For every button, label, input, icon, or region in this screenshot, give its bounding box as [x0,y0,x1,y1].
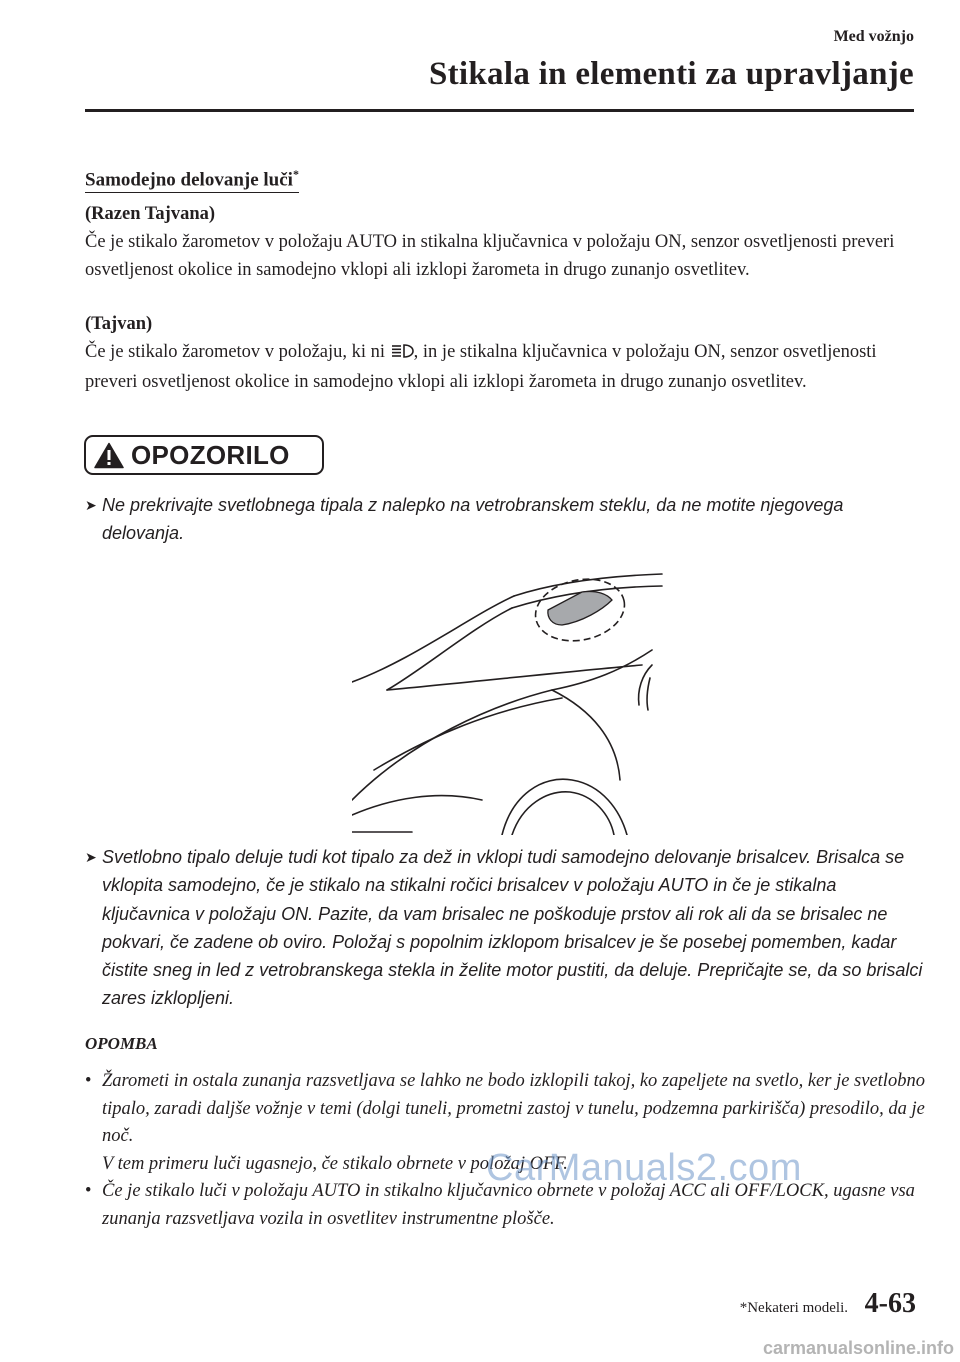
note-item-text: V tem primeru luči ugasnejo, če stikalo obrnete v položaj OFF. [102,1153,568,1174]
subheading-text: Samodejno delovanje luči [85,169,293,191]
warning-bullet-text: Svetlobno tipalo deluje tudi kot tipalo za dež in vklopi tudi samodejno delovanje brisalcev. Brisalca se vklopita samodejno, če je stikalo na stikalni ročici brisalcev v položaju AUTO in če je stikalna ključavnica v položaju ON. Pazite, da vam brisalec ne poškoduje prstov ali rok ali da se brisalec ne pokvari, če zadene ob oviro. Položaj s popolnim izklopom brisalcev je še posebej pomemben, kadar čistite sneg in led z vetrobranskega stekla in želite motor pustiti, da deluje. Prepričajte se, da so brisalci zares izklopljeni. [102,847,923,1009]
region-label-taiwan: (Tajvan) [85,314,153,334]
region-label-non-taiwan: (Razen Tajvana) [85,204,216,224]
page-number: 4-63 [864,1288,916,1319]
headlight-symbol-icon [390,341,414,369]
footnote: *Nekateri modeli. [739,1300,848,1316]
paragraph-taiwan-part1: Če je stikalo žarometov v položaju, ki ni [85,342,390,362]
bullet-dot-icon: • [85,1181,92,1201]
header-divider [85,109,914,112]
arrow-bullet-icon: ➤ [85,849,97,865]
paragraph-taiwan [85,339,915,396]
paragraph-taiwan-part2: , in je stikalna ključavnica v položaju ON, senzor osvetljenosti preveri osvetljenost okolice in samodejno vklopi ali izklopi žarometa in drugo zunanjo osvetlitev. [85,342,877,392]
subheading-footnote-mark: * [292,167,299,181]
watermark-text: CarManuals2.com [486,1147,802,1189]
paragraph-non-taiwan: Če je stikalo žarometov v položaju AUTO in stikalna ključavnica v položaju ON, senzor osvetljenosti preveri osvetljenost okolice in samodejno vklopi ali izklopi žarometa in drugo zunanjo osvetlitev. [85,232,895,280]
windshield-sensor-illustration [352,570,672,835]
warning-label: OPOZORILO [131,439,290,470]
warning-box [84,435,324,475]
note-item-text: Če je stikalo luči v položaju AUTO in stikalno ključavnico obrnete v položaj ACC ali OFF/LOCK, ugasne vsa zunanja razsvetljava vozila in osvetlitev instrumentne plošče. [102,1181,915,1229]
subheading [85,167,299,193]
warning-triangle-icon [94,442,124,469]
bullet-dot-icon: • [85,1071,92,1091]
warning-bullet [85,491,925,548]
note-title: OPOMBA [85,1034,158,1053]
page-title: Stikala in elementi za upravljanje [428,56,914,92]
warning-bullet [85,843,925,1013]
note-item-text: Žarometi in ostala zunanja razsvetljava se lahko ne bodo izklopili takoj, ko zapeljete na svetlo, ker je svetlobno tipalo, zaradi daljše vožnje v temi (dolgi tuneli, prometni zastoj v tunelu, podzemna parkirišča) presodilo, da je noč. [102,1071,925,1146]
arrow-bullet-icon: ➤ [85,497,97,513]
warning-bullet-text: Ne prekrivajte svetlobnega tipala z nalepko na vetrobranskem steklu, da ne motite njegovega delovanja. [102,495,844,544]
site-watermark: carmanualsonline.info [762,1338,954,1358]
section-label: Med vožnjo [833,28,914,45]
